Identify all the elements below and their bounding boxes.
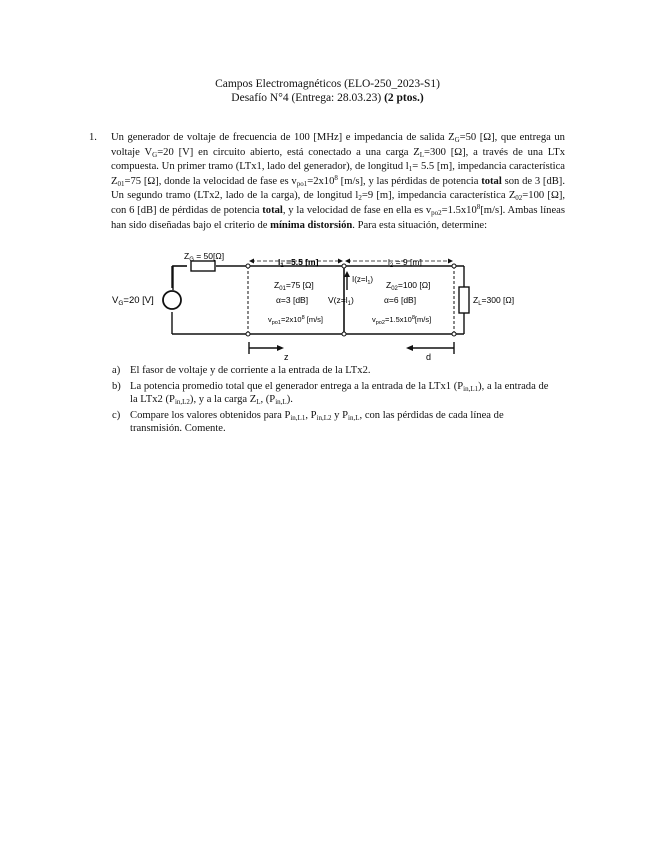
question-label: a) [112,365,121,376]
voltage-source-icon [163,291,181,309]
stmt-sub: 2 [358,194,362,203]
q-sub: in,L1 [290,413,306,422]
l2-label: $l_2 = 9$ [m] [388,257,422,269]
q-part: ), a la entrada de la LTx2 (P [130,380,549,406]
stmt-part: Un generador de voltaje de frecuencia de 100 [MHz] e impedancia de salida Z [111,132,455,143]
terminal-dot [342,332,346,336]
problem-number: 1. [89,132,97,143]
stmt-part: =1.5x10 [441,204,477,216]
d-axis-arrowhead [406,345,413,351]
assignment-points: (2 ptos.) [384,92,424,104]
question-label: b) [112,380,121,392]
current-label: $I(z=l_1)$ [352,275,374,286]
stmt-part: son de 3 [dB]. Un segundo tramo (LTx2, lado de la carga), de longitud l [111,175,565,202]
stmt-bold: total [262,204,283,216]
q-part: Compare los valores obtenidos para P [130,409,291,421]
l1-arrowhead-right [338,259,343,264]
vpo2-label: $v_{po2}=1.5x10^8[m/s]$ [372,315,432,326]
l2-arrowhead-left [345,259,350,264]
stmt-part: =9 [m], impedancia característica Z [361,190,516,202]
q-part: ). [286,394,293,406]
stmt-part: =50 [Ω], que entrega un voltaje V [111,132,565,158]
stmt-part: . Para esta situación, determine: [352,219,488,231]
stmt-part: [m/s]. Ambas líneas han sido diseñadas bajo el criterio de [111,204,565,231]
problem-statement [111,131,565,233]
stmt-sub: G [152,150,158,159]
z01-label: $Z_{01}=75$ [Ω] [274,280,314,292]
q-part: , con las pérdidas de cada línea de transmisión. Comente. [130,409,504,435]
q-sub: in,L [348,413,360,422]
stmt-sub: 02 [515,194,523,203]
d-axis-label: d [426,352,432,362]
question-list [112,364,552,438]
vg-label: $V_G=20$ [V] [112,295,154,307]
voltage-label: $V(z=l_1)$ [328,295,354,307]
q-part: La potencia promedio total que el generador entrega a la entrada de la LTx1 (P [130,380,464,392]
question-label: c) [112,409,121,421]
q-part: y P [331,409,349,421]
assignment-title-text: Desafío N°4 (Entrega: 28.03.23) [231,92,385,104]
q-part: , (P [260,394,276,406]
q-part: , P [305,409,317,421]
stmt-sub: po2 [431,208,442,217]
terminal-dot [246,264,250,268]
l1-label: $l_1 =5.5$ [m] [278,257,319,269]
course-title: Campos Electromagnéticos (ELO-250_2023-S1) [215,78,440,90]
q-sub: L [256,398,261,407]
l1-arrowhead-left [249,259,254,264]
stmt-bold: mínima distorsión [270,219,353,231]
stmt-part: =100 [Ω], con 6 [dB] de pérdidas de potencia [111,190,565,216]
stmt-part: , y la velocidad de fase en ella es v [282,204,432,216]
circuit-diagram [108,250,528,362]
z-axis-label: z [284,352,289,362]
q-sub: in,L2 [174,398,190,407]
z02-label: $Z_{02}=100$ [Ω] [386,280,431,292]
terminal-dot [342,264,346,268]
zl-label: $Z_L=300$ [Ω] [473,295,515,307]
terminal-dot [452,264,456,268]
stmt-sup: 8 [476,202,481,211]
problem-1 [91,131,565,233]
stmt-part: [m/s], y las pérdidas de potencia [337,175,482,187]
q-part: ), y a la carga Z [189,394,257,406]
stmt-sup: 8 [334,173,338,182]
stmt-sub: 01 [117,179,125,188]
stmt-sub: 1 [408,165,413,174]
alpha2-label: α=6 [dB] [384,295,417,305]
stmt-sub: L [419,150,425,159]
question-text [130,381,548,406]
stmt-part: = 5.5 [m], impedancia característica Z [111,161,565,187]
zg-label: $Z_G = 50[\Omega]$ [184,251,225,263]
terminal-dot [452,332,456,336]
stmt-bold: total [481,175,502,187]
question-b [112,380,552,407]
assignment-title [0,91,655,105]
stmt-sub: G [454,136,460,144]
generator-impedance-icon [191,261,215,271]
document-header [0,77,655,105]
stmt-part: =300 [Ω], a través de una LTx compuesta. Un primer tramo (LTx1, lado del generador), de longitud l [111,146,566,173]
stmt-part: =75 [Ω], donde la velocidad de fase es v [124,175,297,187]
vpo1-label: $v_{po1}=2x10^8$ [m/s] [268,315,323,326]
load-impedance-icon [459,287,469,313]
stmt-part: =2x10 [307,175,335,187]
terminal-dot [246,332,250,336]
stmt-part: =20 [V] en circuito abierto, está conectado a una carga Z [157,146,420,158]
question-c [112,409,552,436]
z-axis-arrowhead [277,345,284,351]
q-sub: in,L [275,398,287,407]
q-sub: in,L1 [463,384,479,393]
question-text: El fasor de voltaje y de corriente a la entrada de la LTx2. [130,365,371,376]
current-arrowhead [344,271,350,277]
q-sub: in,L2 [316,413,332,422]
question-a [112,364,552,378]
stmt-sub: po1 [296,179,308,188]
alpha1-label: α=3 [dB] [276,295,309,305]
l2-arrowhead-right [448,259,453,264]
question-text [130,410,504,435]
